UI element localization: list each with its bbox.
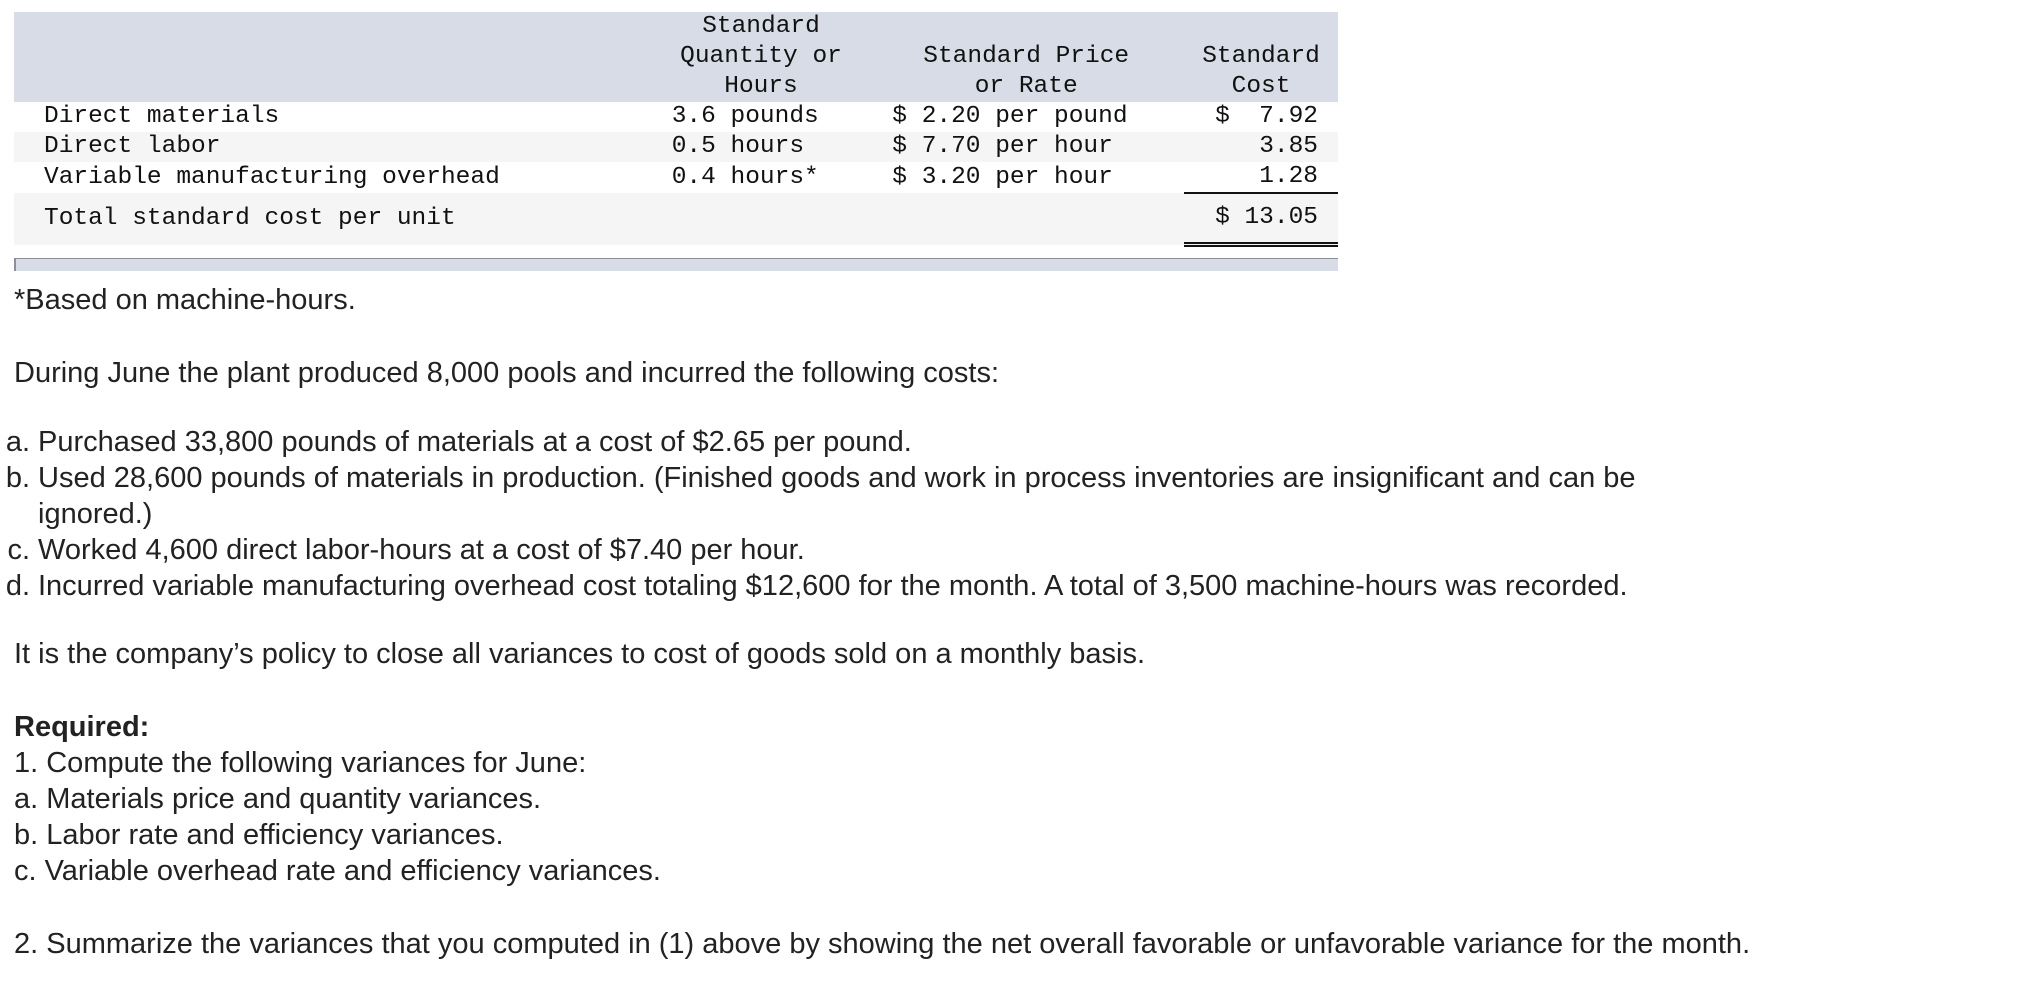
row-cost: 1.28 [1184, 162, 1338, 193]
total-empty-qty [654, 193, 869, 245]
row-price: $ 2.20 per pound [868, 102, 1184, 132]
row-label: Direct labor [14, 132, 654, 162]
row-quantity: 0.5 hours [654, 132, 869, 162]
row-cost: 3.85 [1184, 132, 1338, 162]
intro-paragraph: During June the plant produced 8,000 pools and incurred the following costs: [14, 357, 1000, 389]
list-item-a [0, 424, 912, 460]
question-1b: b. Labor rate and efficiency variances. [14, 819, 504, 851]
table-header-row [14, 12, 1338, 102]
header-quantity-line2: Quantity or [680, 43, 842, 70]
header-cost [1184, 12, 1338, 102]
header-cost-line2: Cost [1231, 73, 1291, 100]
total-label: Total standard cost per unit [14, 193, 654, 245]
list-text: Purchased 33,800 pounds of materials at a cost of $2.65 per pound. [38, 426, 912, 458]
row-cost: $ 7.92 [1184, 102, 1338, 132]
required-heading: Required: [14, 711, 150, 743]
question-1: 1. Compute the following variances for June: [14, 747, 587, 779]
table-total-row [14, 193, 1338, 245]
list-text: Incurred variable manufacturing overhead cost totaling $12,600 for the month. A total of 3,500 machine-hours was recorded. [38, 570, 1628, 602]
table-row [14, 102, 1338, 132]
row-label: Direct materials [14, 102, 654, 132]
total-cost: $ 13.05 [1184, 193, 1338, 245]
list-item-d [0, 568, 1628, 604]
standard-cost-table-wrapper [14, 12, 1338, 247]
standard-cost-table [14, 12, 1338, 247]
footnote: *Based on machine-hours. [14, 284, 356, 316]
list-text: Worked 4,600 direct labor-hours at a cost of $7.40 per hour. [38, 534, 805, 566]
list-item-c [0, 532, 805, 568]
list-item-b-continuation: ignored.) [38, 498, 153, 530]
policy-paragraph: It is the company’s policy to close all variances to cost of goods sold on a monthly basis. [14, 638, 1146, 670]
table-row [14, 132, 1338, 162]
list-marker: c. [7, 534, 30, 566]
header-cost-line1: Standard [1202, 43, 1320, 70]
row-label: Variable manufacturing overhead [14, 162, 654, 193]
table-row [14, 162, 1338, 193]
row-price: $ 3.20 per hour [868, 162, 1184, 193]
row-price: $ 7.70 per hour [868, 132, 1184, 162]
total-empty-price [868, 193, 1184, 245]
row-quantity: 3.6 pounds [654, 102, 869, 132]
list-marker: a. [5, 426, 30, 458]
header-quantity-line3: Hours [724, 73, 798, 100]
header-price-line2: or Rate [974, 73, 1078, 100]
list-item-b [0, 460, 1636, 496]
table-horizontal-scrollbar[interactable] [14, 259, 1338, 271]
list-marker: b. [5, 462, 30, 494]
header-price-line1: Standard Price [923, 43, 1130, 70]
header-quantity-line1: Standard [702, 13, 820, 40]
question-1c: c. Variable overhead rate and efficiency variances. [14, 855, 661, 887]
row-quantity: 0.4 hours* [654, 162, 869, 193]
header-price [868, 12, 1184, 102]
list-text: Used 28,600 pounds of materials in production. (Finished goods and work in process inventories are insignificant and can be [38, 462, 1636, 494]
list-marker: d. [5, 570, 30, 602]
header-label [14, 12, 654, 102]
question-2: 2. Summarize the variances that you computed in (1) above by showing the net overall favorable or unfavorable variance for the month. [14, 928, 1751, 960]
header-quantity [654, 12, 869, 102]
question-1a: a. Materials price and quantity variances. [14, 783, 542, 815]
